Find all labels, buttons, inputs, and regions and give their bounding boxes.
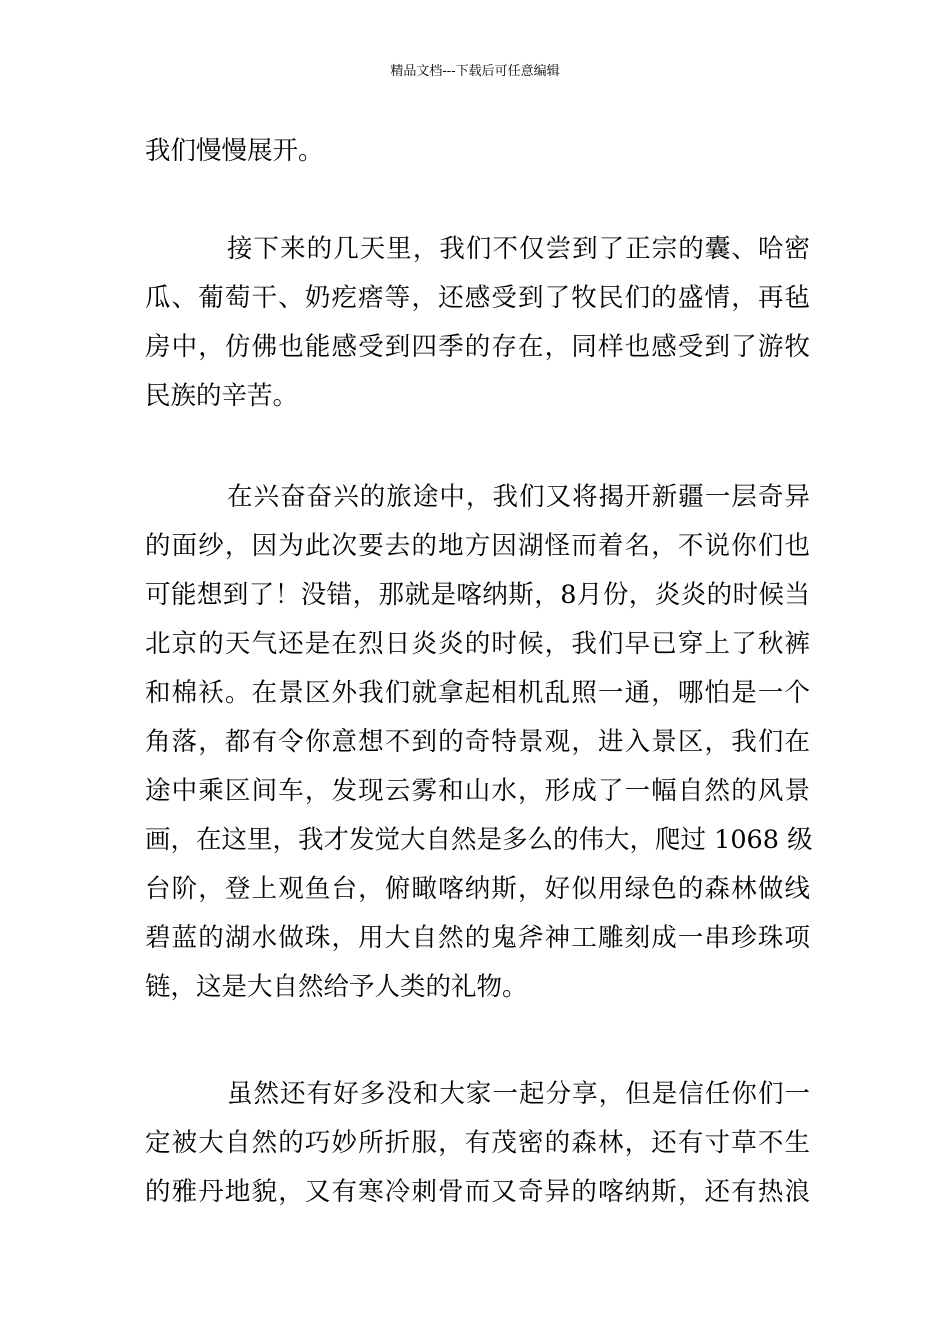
text-line: 北京的天气还是在烈日炎炎的时候，我们早已穿上了秋裤 [145,629,810,659]
text-line: 虽然还有好多没和大家一起分享，但是信任你们一 [227,1079,810,1109]
text-line: 民族的辛苦。 [145,381,299,411]
text-line: 可能想到了！没错，那就是喀纳斯，8月份，炎炎的时候当 [145,580,810,610]
text-line: 定被大自然的巧妙所折服，有茂密的森林，还有寸草不生 [145,1128,810,1158]
text-line: 房中，仿佛也能感受到四季的存在，同样也感受到了游牧 [145,332,810,362]
page-header: 精品文档---下载后可任意编辑 [390,64,560,79]
paragraph [145,225,810,421]
paragraph [145,1070,810,1217]
text-line: 碧蓝的湖水做珠，用大自然的鬼斧神工雕刻成一串珍珠项 [145,923,810,953]
text-line: 瓜、葡萄干、奶疙瘩等，还感受到了牧民们的盛情，再毡 [145,283,810,313]
text-line: 角落，都有令你意想不到的奇特景观，进入景区，我们在 [145,727,810,757]
text-line: 和棉袄。在景区外我们就拿起相机乱照一通，哪怕是一个 [145,678,810,708]
text-line: 我们慢慢展开。 [145,136,324,166]
text-line: 链，这是大自然给予人类的礼物。 [145,972,528,1002]
text-line: 在兴奋奋兴的旅途中，我们又将揭开新疆一层奇异 [227,482,810,512]
text-line: 画，在这里，我才发觉大自然是多么的伟大，爬过 1068 级 [145,825,813,855]
paragraph [145,127,810,176]
text-line: 途中乘区间车，发现云雾和山水，形成了一幅自然的风景 [145,776,810,806]
paragraph [145,473,813,1012]
text-line: 的面纱，因为此次要去的地方因湖怪而着名，不说你们也 [145,531,810,561]
text-line: 台阶，登上观鱼台，俯瞰喀纳斯，好似用绿色的森林做线 [145,874,810,904]
text-line: 接下来的几天里，我们不仅尝到了正宗的囊、哈密 [227,234,810,264]
text-line: 的雅丹地貌，又有寒冷刺骨而又奇异的喀纳斯，还有热浪 [145,1177,810,1207]
